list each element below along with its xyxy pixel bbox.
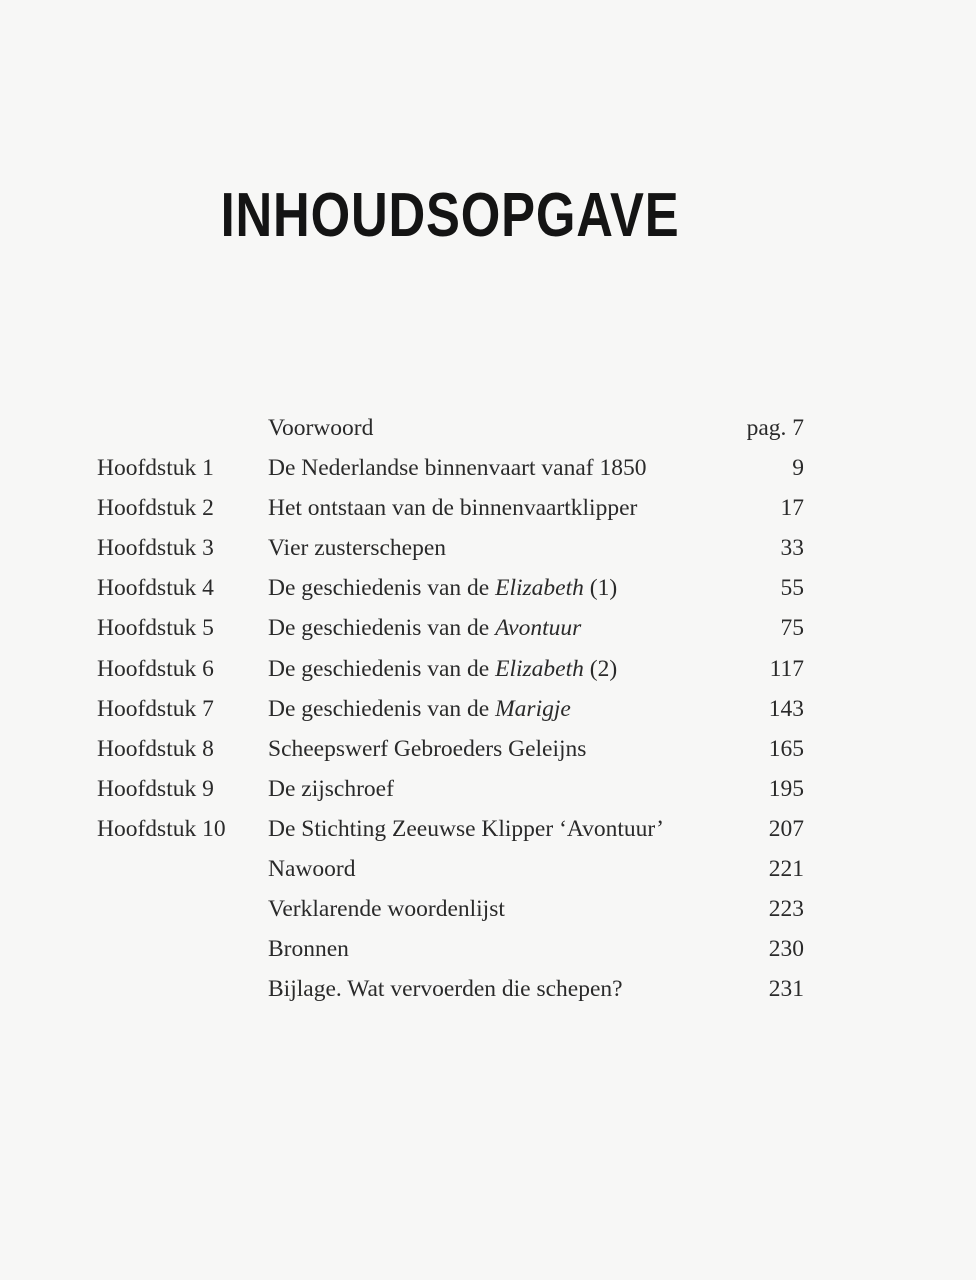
toc-chapter-label: Hoofdstuk 3 xyxy=(97,535,214,562)
toc-entry-title: Nawoord xyxy=(268,856,356,883)
toc-chapter-label: Hoofdstuk 7 xyxy=(97,695,214,722)
toc-entry-title xyxy=(268,649,617,689)
toc-page-number: 195 xyxy=(768,775,804,802)
toc-chapter-label: Hoofdstuk 5 xyxy=(97,615,214,642)
toc-row xyxy=(0,809,976,849)
toc-chapter-label: Hoofdstuk 8 xyxy=(97,735,214,762)
toc-entry-title xyxy=(268,689,571,729)
toc-ship-name: Avontuur xyxy=(495,615,582,642)
toc-title-text: De geschiedenis van de xyxy=(268,575,496,602)
toc-title-suffix: (2) xyxy=(583,655,618,682)
toc-page-number: 33 xyxy=(780,535,804,562)
toc-page-number: 9 xyxy=(792,455,804,482)
toc-ship-name: Elizabeth xyxy=(495,575,584,602)
toc-page-number: 143 xyxy=(768,695,804,722)
toc-row xyxy=(0,488,976,528)
toc-entry-title: Bronnen xyxy=(268,936,349,963)
toc-row xyxy=(0,729,976,769)
toc-chapter-label: Hoofdstuk 4 xyxy=(97,575,214,602)
toc-row xyxy=(0,608,976,648)
toc-chapter-label: Hoofdstuk 9 xyxy=(97,775,214,802)
toc-page-number: 117 xyxy=(769,655,804,682)
toc-entry-title: De Nederlandse binnenvaart vanaf 1850 xyxy=(268,455,647,482)
toc-chapter-label: Hoofdstuk 10 xyxy=(97,815,226,842)
table-of-contents xyxy=(0,408,976,1009)
toc-entry-title: De Stichting Zeeuwse Klipper ‘Avontuur’ xyxy=(268,815,664,842)
toc-ship-name: Marigje xyxy=(495,695,571,722)
toc-page-number: 231 xyxy=(768,976,804,1003)
toc-row xyxy=(0,408,976,448)
toc-row xyxy=(0,969,976,1009)
toc-page-number: 221 xyxy=(768,856,804,883)
toc-page-number: 207 xyxy=(768,815,804,842)
toc-row xyxy=(0,649,976,689)
toc-entry-title xyxy=(268,568,617,608)
toc-row xyxy=(0,528,976,568)
toc-entry-title: Verklarende woordenlijst xyxy=(268,896,505,923)
toc-row xyxy=(0,448,976,488)
toc-chapter-label: Hoofdstuk 2 xyxy=(97,495,214,522)
toc-row xyxy=(0,769,976,809)
toc-row xyxy=(0,689,976,729)
toc-entry-title: Vier zusterschepen xyxy=(268,535,447,562)
toc-chapter-label: Hoofdstuk 1 xyxy=(97,455,214,482)
toc-ship-name: Elizabeth xyxy=(495,655,584,682)
toc-title-text: De geschiedenis van de xyxy=(268,615,496,642)
page-title: INHOUDSOPGAVE xyxy=(220,180,680,250)
toc-page-number: 165 xyxy=(768,735,804,762)
toc-row xyxy=(0,568,976,608)
toc-entry-title: Voorwoord xyxy=(268,415,374,441)
toc-entry-title xyxy=(268,608,581,648)
toc-page-number: 230 xyxy=(768,936,804,963)
toc-entry-title: Bijlage. Wat vervoerden die schepen? xyxy=(268,976,623,1003)
toc-entry-title: Scheepswerf Gebroeders Geleijns xyxy=(268,735,587,762)
toc-title-suffix: (1) xyxy=(583,575,618,602)
toc-page-number: 17 xyxy=(780,495,804,522)
toc-row xyxy=(0,849,976,889)
toc-page-number: pag. 7 xyxy=(746,415,804,441)
toc-chapter-label: Hoofdstuk 6 xyxy=(97,655,214,682)
toc-title-text: De geschiedenis van de xyxy=(268,655,496,682)
toc-row xyxy=(0,889,976,929)
toc-page-number: 55 xyxy=(780,575,804,602)
toc-entry-title: De zijschroef xyxy=(268,775,394,802)
toc-page-number: 223 xyxy=(768,896,804,923)
toc-title-text: De geschiedenis van de xyxy=(268,695,496,722)
toc-entry-title: Het ontstaan van de binnenvaartklipper xyxy=(268,495,638,522)
toc-row xyxy=(0,929,976,969)
toc-page-number: 75 xyxy=(780,615,804,642)
